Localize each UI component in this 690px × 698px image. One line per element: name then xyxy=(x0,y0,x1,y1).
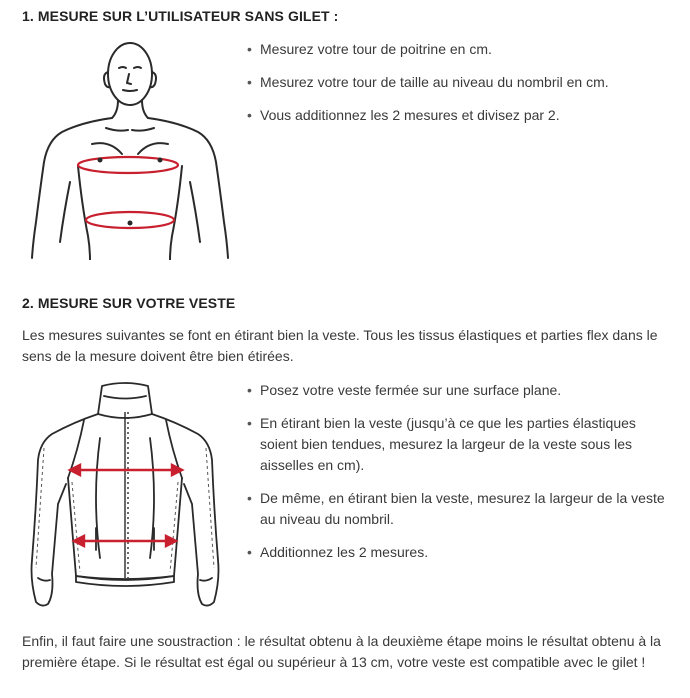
section2-intro: Les mesures suivantes se font en étirant bien la veste. Tous les tissus élastiques et parties flex dans le sens de la mesure doivent être bien étirées. xyxy=(22,327,658,364)
list-item: • Additionnez les 2 mesures. xyxy=(247,542,667,563)
list-item: • En étirant bien la veste (jusqu’à ce que les parties élastiques soient bien tendues, mesurez la largeur de la veste sous les aisselles en cm). xyxy=(247,413,667,476)
section1-heading: 1. MESURE SUR L’UTILISATEUR SANS GILET : xyxy=(22,8,339,24)
list-item: • Vous additionnez les 2 mesures et divisez par 2. xyxy=(247,105,667,126)
list-item: • De même, en étirant bien la veste, mesurez la largeur de la veste au niveau du nombril. xyxy=(247,488,667,530)
conclusion-paragraph: Enfin, il faut faire une soustraction : le résultat obtenu à la deuxième étape moins le résultat obtenu à la première étape. Si le résultat est égal ou supérieur à 13 cm, votre veste est compatible avec le gilet ! xyxy=(22,633,661,670)
list-item: • Mesurez votre tour de poitrine en cm. xyxy=(247,39,667,60)
list-item: • Posez votre veste fermée sur une surface plane. xyxy=(247,380,667,401)
section2-bullet-list xyxy=(247,380,667,563)
section2-heading: 2. MESURE SUR VOTRE VESTE xyxy=(22,295,236,311)
section1-bullet-list xyxy=(247,39,667,126)
jacket-measurement-icon xyxy=(24,378,234,610)
list-item: • Mesurez votre tour de taille au niveau du nombril en cm. xyxy=(247,72,667,93)
body-measurement-icon xyxy=(30,32,230,260)
